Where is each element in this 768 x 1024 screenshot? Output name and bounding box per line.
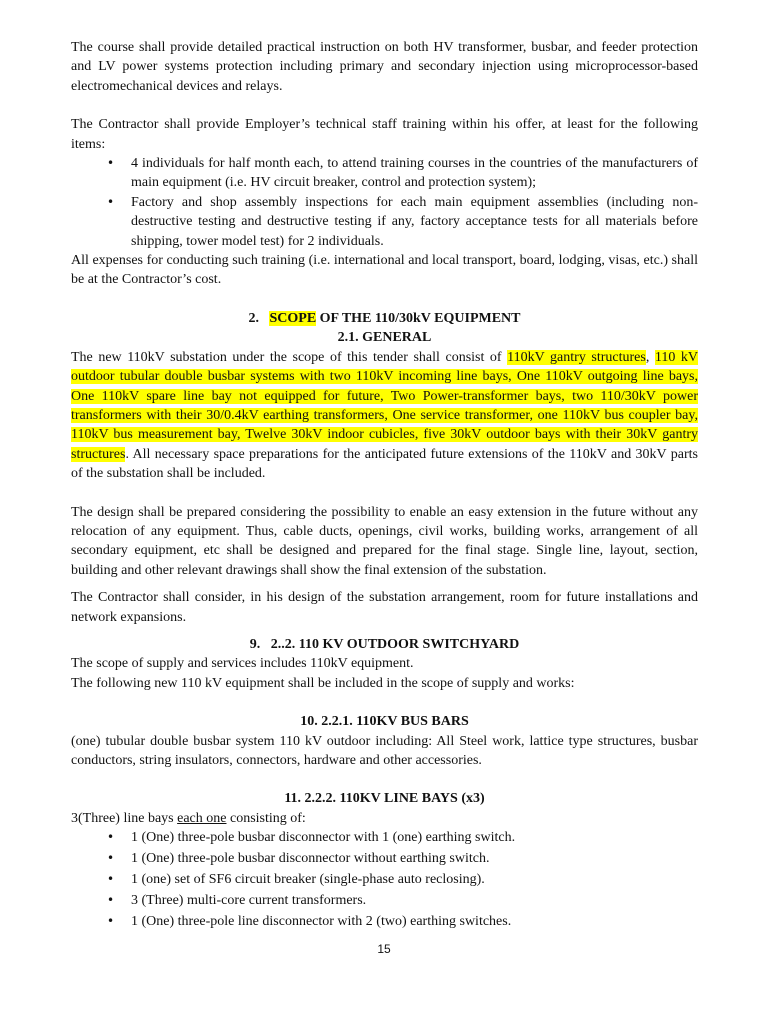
heading-bus-bars: 10. 2.2.1. 110KV BUS BARS bbox=[300, 714, 469, 730]
heading-outdoor-switchyard: 9. 2..2. 110 KV OUTDOOR SWITCHYARD bbox=[249, 636, 520, 652]
list-item: • 1 (One) three-pole busbar disconnector with 1 (one) earthing switch. bbox=[71, 828, 698, 847]
section-title-rest: OF THE 110/30kV EQUIPMENT bbox=[316, 310, 521, 326]
highlighted-word: SCOPE bbox=[269, 310, 317, 326]
section-heading-scope bbox=[71, 309, 698, 328]
subsection-heading-general: 2.1. GENERAL bbox=[337, 330, 432, 346]
list-item: • 1 (one) set of SF6 circuit breaker (single-phase auto reclosing). bbox=[71, 870, 698, 889]
list-item: • 1 (One) three-pole line disconnector with 2 (two) earthing switches. bbox=[71, 912, 698, 931]
paragraph-contractor: The Contractor shall consider, in his design of the substation arrangement, room for future installations and network expansions. bbox=[71, 590, 698, 625]
paragraph-busbars: (one) tubular double busbar system 110 kV outdoor including: All Steel work, lattice type structures, busbar conductors, string insulators, connectors, hardware and other accessories. bbox=[71, 733, 698, 768]
page-number: 15 bbox=[377, 942, 391, 956]
line-bay-list bbox=[71, 828, 698, 931]
paragraph-expenses: All expenses for conducting such training (i.e. international and local transport, board, lodging, visas, etc.) shall be at the Contractor’s cost. bbox=[71, 253, 698, 288]
scope-line-2: The following new 110 kV equipment shall be included in the scope of supply and works: bbox=[71, 675, 575, 691]
scope-line-1: The scope of supply and services includes 110kV equipment. bbox=[71, 656, 414, 672]
list-item: • 1 (One) three-pole busbar disconnector without earthing switch. bbox=[71, 849, 698, 868]
paragraph-design: The design shall be prepared considering the possibility to enable an easy extension in the future without any relocation of any equipment. Thus, cable ducts, openings, civil works, building works, arrangement of all secondary equipment, etc shall be designed and prepared for the final stage. Single line, layout, section, building and other relevant drawings shall show the final extension of the substation. bbox=[71, 504, 698, 578]
list-item: • 3 (Three) multi-core current transformers. bbox=[71, 891, 698, 910]
paragraph-course: The course shall provide detailed practical instruction on both HV transformer, busbar, and feeder protection and LV power systems protection including primary and secondary injection using microprocessor-based electromechanical devices and relays. bbox=[71, 40, 698, 94]
underlined-text: each one bbox=[177, 810, 227, 826]
heading-line-bays: 11. 2.2.2. 110KV LINE BAYS (x3) bbox=[284, 791, 485, 807]
paragraph-general: The new 110kV substation under the scope of this tender shall consist of 110kV gantry structures, 110 kV outdoor tubular double busbar systems with two 110kV incoming line bays, One 110kV outgoing line bays, One 110kV spare line bay not equipped for future, Two Power-transformer bays, two 110/30kV power transformers with their 30/0.4kV earthing transformers, One service transformer, one 110kV bus coupler bay, 110kV bus measurement bay, Twelve 30kV indoor cubicles, five 30kV outdoor bays with their 30kV gantry structures. All necessary space preparations for the anticipated future extensions of the 110kV and 30kV parts of the substation shall be included. bbox=[71, 349, 699, 482]
training-list bbox=[71, 154, 698, 251]
list-item: • Factory and shop assembly inspections for each main equipment assemblies (including non-destructive testing and destructive testing if any, factory acceptance tests for all materials before shipping, tower model test) for 2 individuals. bbox=[71, 193, 698, 251]
highlighted-text: 110kV gantry structures bbox=[507, 349, 646, 365]
paragraph-line-bays: 3(Three) line bays each one consisting of: bbox=[71, 810, 306, 826]
paragraph-training: The Contractor shall provide Employer’s technical staff training within his offer, at least for the following items: bbox=[71, 117, 698, 152]
list-item: • 4 individuals for half month each, to attend training courses in the countries of the manufacturers of main equipment (i.e. HV circuit breaker, control and protection system); bbox=[71, 154, 698, 193]
highlighted-text: 110 kV outdoor tubular double busbar systems with two 110kV incoming line bays, One 110kV outgoing line bays, One 110kV spare line bay not equipped for future, Two Power-transformer bays, two 110/30kV power transformers with their 30/0.4kV earthing transformers, One service transformer, one 110kV bus coupler bay, 110kV bus measurement bay, Twelve 30kV indoor cubicles, five 30kV outdoor bays with their 30kV gantry structures bbox=[71, 349, 699, 462]
document-page bbox=[71, 38, 698, 933]
section-number: 2. bbox=[248, 310, 259, 326]
